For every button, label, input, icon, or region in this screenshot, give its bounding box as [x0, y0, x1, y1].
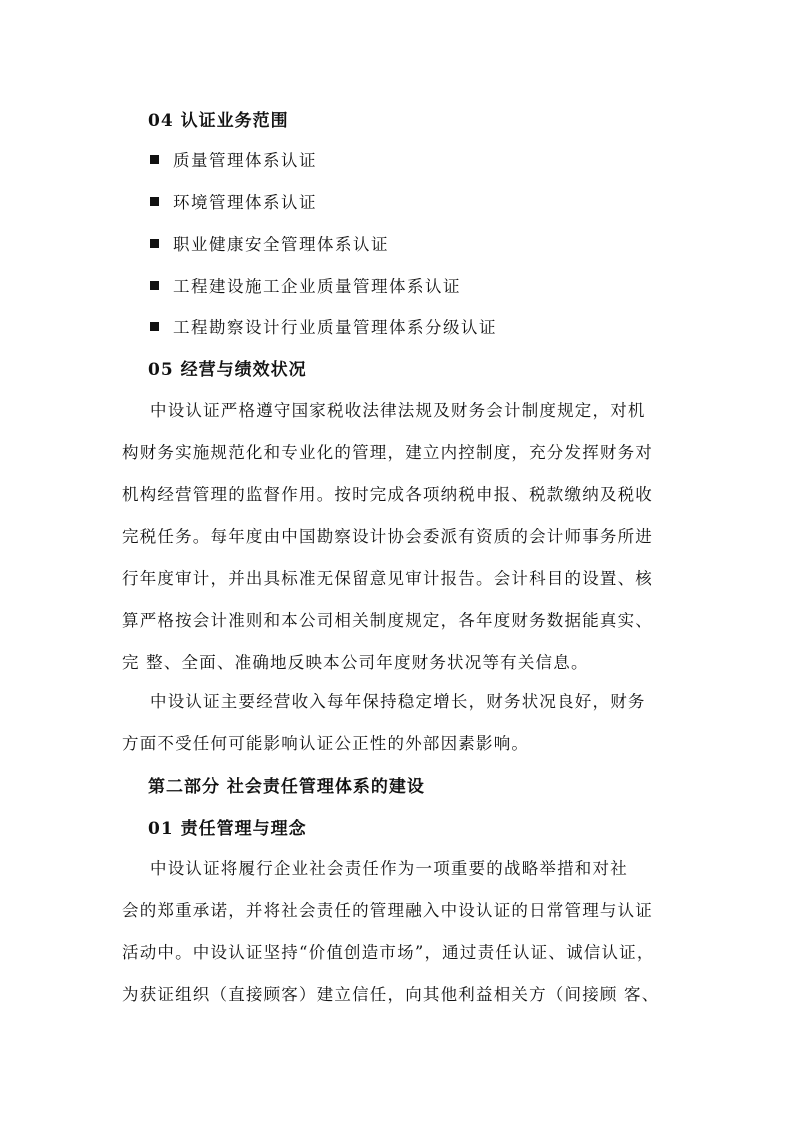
square-bullet-icon — [150, 197, 159, 206]
section-01-heading: 01 责任管理与理念 — [148, 819, 307, 839]
paragraph-line: 构财务实施规范化和专业化的管理，建立内控制度，充分发挥财务对 — [122, 443, 653, 462]
paragraph-line: 完 整、全面、准确地反映本公司年度财务状况等有关信息。 — [122, 653, 589, 672]
paragraph-line: 行年度审计，并出具标准无保留意见审计报告。会计科目的设置、核 — [122, 569, 653, 588]
square-bullet-icon — [150, 281, 159, 290]
section-05-heading: 05 经营与绩效状况 — [148, 360, 307, 380]
paragraph-line: 算严格按会计准则和本公司相关制度规定，各年度财务数据能真实、 — [122, 611, 653, 630]
square-bullet-icon — [150, 155, 159, 164]
scope-item-text: 工程勘察设计行业质量管理体系分级认证 — [173, 318, 497, 337]
scope-item-text: 环境管理体系认证 — [173, 193, 317, 212]
section-04-heading: 04 认证业务范围 — [148, 111, 289, 131]
scope-item-text: 工程建设施工企业质量管理体系认证 — [173, 277, 461, 296]
paragraph-line: 完税任务。每年度由中国勘察设计协会委派有资质的会计师事务所进 — [122, 527, 653, 546]
part-2-heading: 第二部分 社会责任管理体系的建设 — [148, 777, 425, 797]
square-bullet-icon — [150, 322, 159, 331]
paragraph-line: 为获证组织（直接顾客）建立信任，向其他利益相关方（间接顾 客、 — [122, 985, 660, 1004]
paragraph-line: 方面不受任何可能影响认证公正性的外部因素影响。 — [122, 734, 530, 753]
scope-list-item — [150, 273, 461, 297]
paragraph-line: 中设认证严格遵守国家税收法律法规及财务会计制度规定，对机 — [150, 401, 646, 420]
scope-list-item — [150, 189, 317, 213]
paragraph-line: 会的郑重承诺，并将社会责任的管理融入中设认证的日常管理与认证 — [122, 901, 653, 920]
paragraph-line: 机构经营管理的监督作用。按时完成各项纳税申报、税款缴纳及税收 — [122, 485, 653, 504]
scope-list-item — [150, 314, 497, 338]
scope-list-item — [150, 231, 389, 255]
paragraph-line: 中设认证主要经营收入每年保持稳定增长，财务状况良好，财务 — [150, 692, 646, 711]
paragraph-line: 活动中。中设认证坚持“价值创造市场”，通过责任认证、诚信认证， — [122, 943, 655, 962]
scope-list-item — [150, 147, 317, 171]
square-bullet-icon — [150, 239, 159, 248]
paragraph-line: 中设认证将履行企业社会责任作为一项重要的战略举措和对社 — [150, 859, 628, 878]
scope-item-text: 质量管理体系认证 — [173, 151, 317, 170]
scope-item-text: 职业健康安全管理体系认证 — [173, 235, 389, 254]
